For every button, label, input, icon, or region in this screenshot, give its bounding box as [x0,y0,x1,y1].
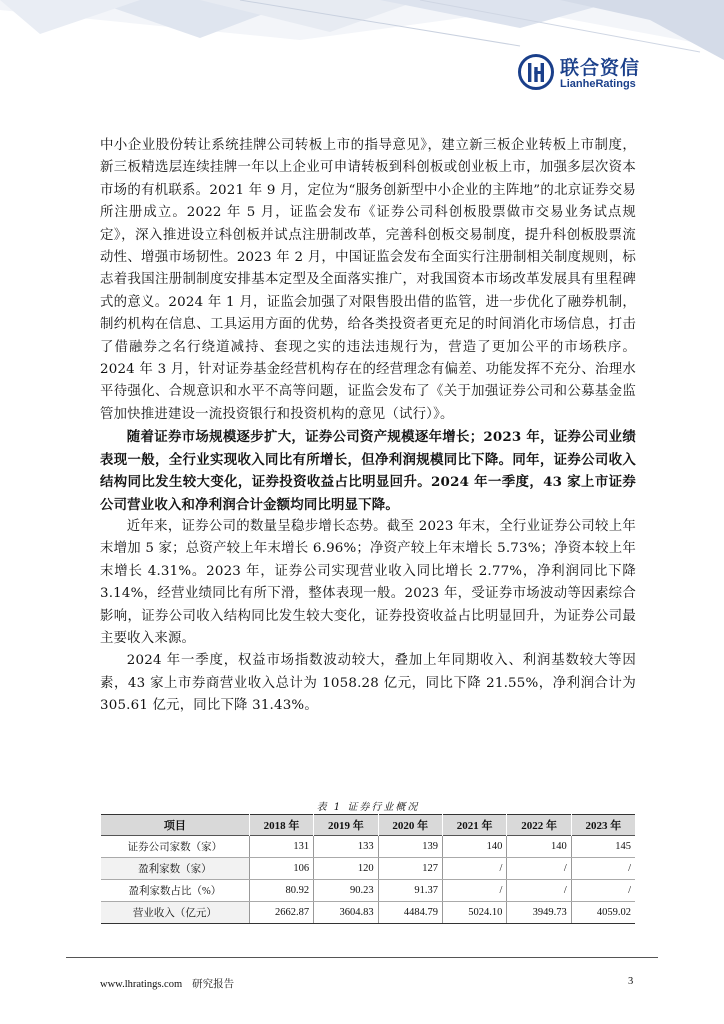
table-cell: 80.92 [249,880,313,902]
footer-divider [66,957,658,958]
brand-logo [518,54,708,98]
brand-name-cn: 联合资信 [560,57,641,79]
table-cell: / [507,858,571,880]
footer-doc-type: 研究报告 [192,979,235,990]
table-cell: / [442,858,506,880]
paragraph-q1-2024: 2024 年一季度，权益市场指数波动较大，叠加上年同期收入、利润基数较大等因素，43 家上市券商营业收入总计为 1058.28 亿元，同比下降 21.55%，净利润合计为 305.61 亿元，同比下降 31.43%。 [100,653,636,714]
table-cell: 营业收入（亿元） [101,902,249,924]
table-title: 表 1 证券行业概况 [316,802,420,813]
table-cell: 140 [442,836,506,858]
table-cell: 91.37 [378,880,442,902]
brand-name-en: LianheRatings [560,78,636,90]
table-cell: 5024.10 [442,902,506,924]
table-cell: 2662.87 [249,902,313,924]
table-cell: 106 [249,858,313,880]
table-cell: / [507,880,571,902]
table-cell: 盈利家数占比（%） [101,880,249,902]
table-cell: 3949.73 [507,902,571,924]
lianhe-logo-icon [518,54,554,90]
table-row [101,902,635,924]
table-cell: 证券公司家数（家） [101,836,249,858]
report-body [100,135,636,718]
table-cell: 4484.79 [378,902,442,924]
table-header: 2021 年 [442,815,506,836]
table-cell: 90.23 [314,880,378,902]
table-cell: 131 [249,836,313,858]
paragraph-regulation: 中小企业股份转让系统挂牌公司转板上市的指导意见》，建立新三板企业转板上市制度，新三板精选层连续挂牌一年以上企业可申请转板到科创板或创业板上市，加强多层次资本市场的有机联系。2021 年 9 月，定位为“服务创新型中小企业的主阵地”的北京证券交易所注册成立。2022 年 5 月，证监会发布《证券公司科创板股票做市交易业务试点规定》，深入推进设立科创板并试点注册制改革，完善科创板交易制度，提升科创板股票流动性、增强市场韧性。2023 年 2 月，中国证监会发布全面实行注册制相关制度规则，标志着我国注册制制度安排基本定型及全面落实推广，对我国资本市场改革发展具有里程碑式的意义。2024 年 1 月，证监会加强了对限售股出借的监管，进一步优化了融券机制，制约机构在信息、工具运用方面的优势，给各类投资者更充足的时间消化市场信息，打击了借融券之名行绕道减持、套现之实的违法违规行为，营造了更加公平的市场秩序。2024 年 3 月，针对证券基金经营机构存在的经营理念有偏差、功能发挥不充分、治理水平待强化、合规意识和水平不高等问题，证监会发布了《关于加强证券公司和公募基金监管加快推进建设一流投资银行和投资机构的意见（试行）》。 [100,138,636,422]
table-cell: / [571,880,635,902]
table-cell: 127 [378,858,442,880]
table-row [101,858,635,880]
table-header: 2019 年 [314,815,378,836]
table-cell: / [571,858,635,880]
table-header: 2022 年 [507,815,571,836]
page-number: 3 [628,976,634,987]
footer-website-link[interactable]: www.lhratings.com [100,979,183,990]
table-cell: 3604.83 [314,902,378,924]
table-cell: 133 [314,836,378,858]
table-header: 2023 年 [571,815,635,836]
industry-overview-table [101,814,635,924]
table-row [101,836,635,858]
table-header: 项目 [101,815,249,836]
table-cell: 140 [507,836,571,858]
table-cell: / [442,880,506,902]
table-cell: 4059.02 [571,902,635,924]
paragraph-summary: 随着证券市场规模逐步扩大，证券公司资产规模逐年增长；2023 年，证券公司业绩表现一般，全行业实现收入同比有所增长，但净利润规模同比下降。同年，证券公司收入结构同比发生较大变化，证券投资收益占比明显回升。2024 年一季度，43 家上市证券公司营业收入和净利润合计金额均同比明显下降。 [100,429,636,513]
table-cell: 145 [571,836,635,858]
table-header-row [101,815,635,836]
paragraph-industry-trend: 近年来，证券公司的数量呈稳步增长态势。截至 2023 年末，全行业证券公司较上年末增加 5 家；总资产较上年末增长 6.96%；净资产较上年末增长 5.73%；净资本较上年末增长 4.31%。2023 年，证券公司实现营业收入同比增长 2.77%，净利润同比下降 3.14%，经营业绩同比有所下滑，整体表现一般。2023 年，受证券市场波动等因素综合影响，证券公司收入结构同比发生较大变化，证券投资收益占比明显回升，为证券公司最主要收入来源。 [100,518,636,646]
footer-info [100,976,234,991]
table-cell: 139 [378,836,442,858]
table-cell: 盈利家数（家） [101,858,249,880]
table-cell: 120 [314,858,378,880]
table-header: 2018 年 [249,815,313,836]
table-row [101,880,635,902]
table-header: 2020 年 [378,815,442,836]
